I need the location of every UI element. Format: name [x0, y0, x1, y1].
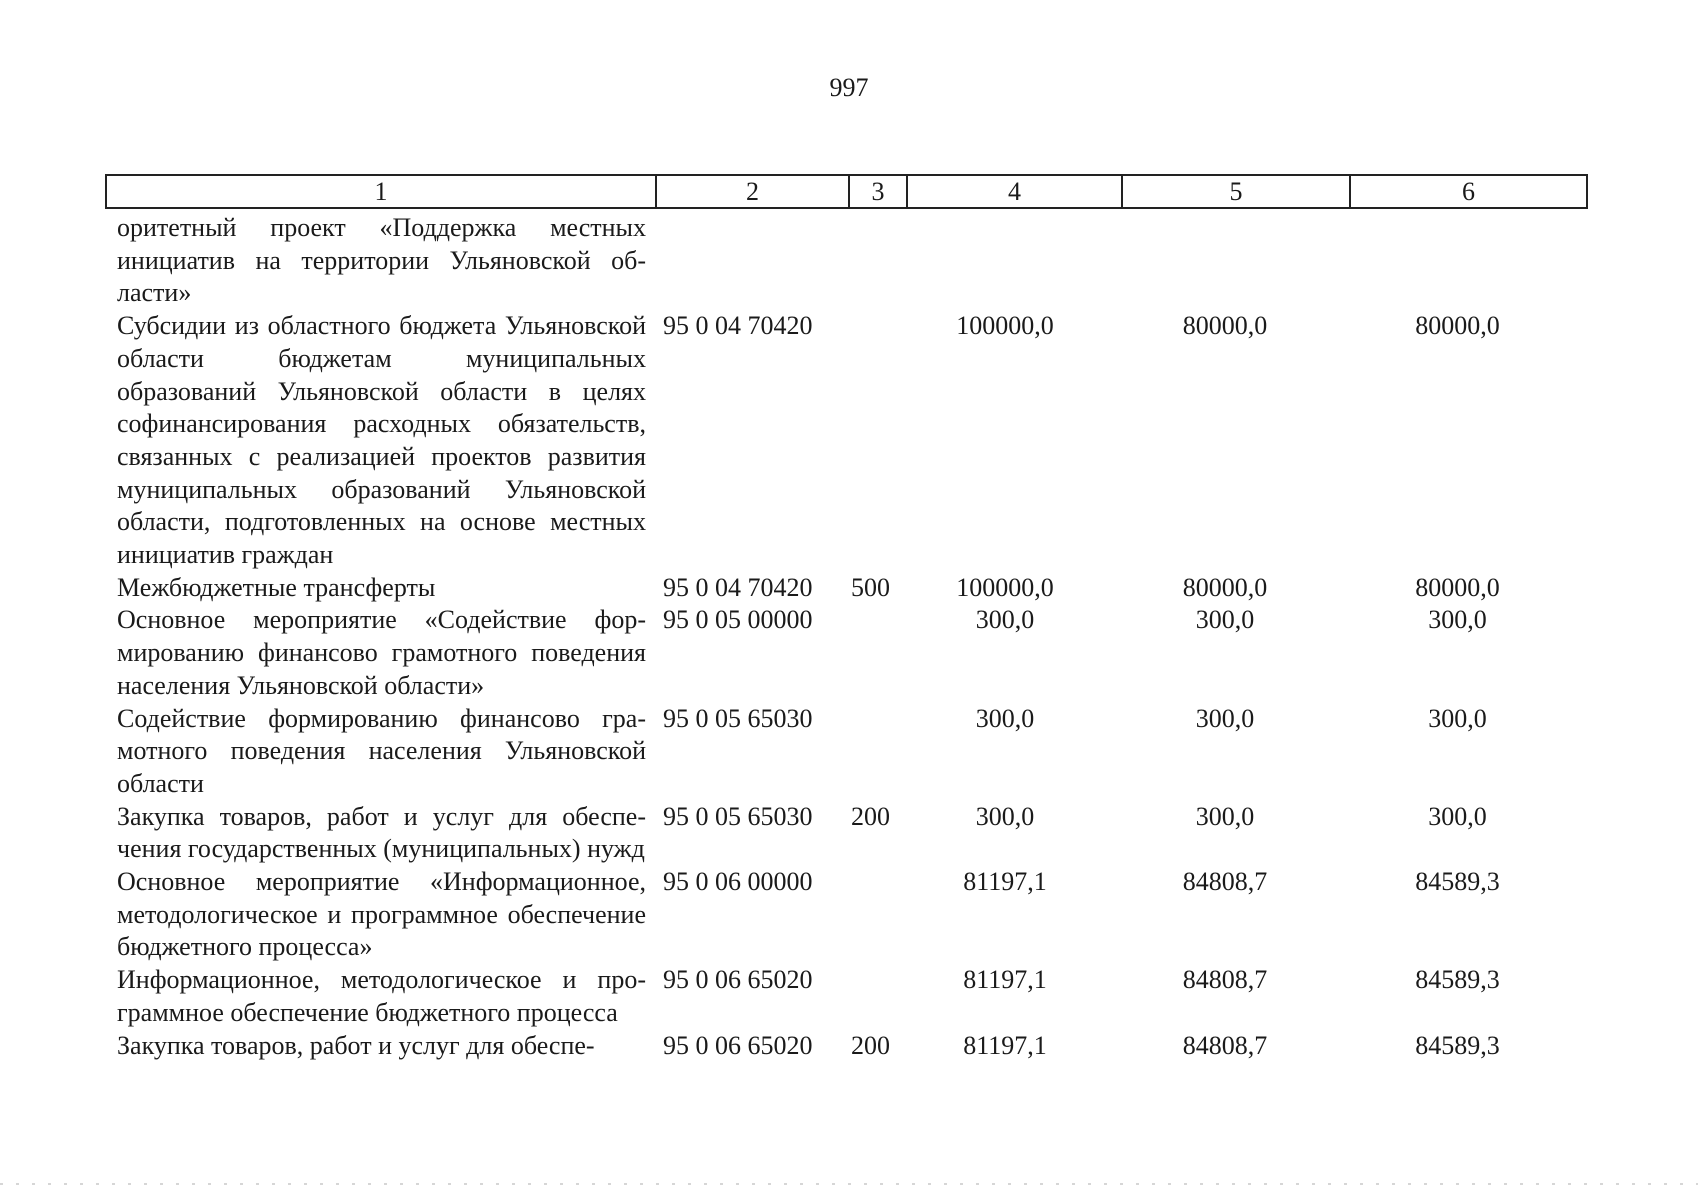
- row-value-5: 84808,7: [1182, 1030, 1268, 1060]
- row-type: 200: [851, 1030, 890, 1060]
- row-code: 95 0 04 70420: [663, 572, 813, 602]
- row-value-4: 300,0: [975, 703, 1035, 733]
- row-value-5: 80000,0: [1182, 572, 1268, 602]
- row-value-4: 81197,1: [963, 965, 1047, 995]
- header-col-1: 1: [106, 175, 656, 208]
- row-value-6: 80000,0: [1415, 311, 1500, 341]
- row-value-4: 81197,1: [963, 867, 1047, 897]
- row-value-4: 100000,0: [956, 572, 1054, 602]
- page-number: 997: [829, 73, 869, 102]
- row-value-6: 300,0: [1428, 703, 1487, 733]
- row-value-4: 81197,1: [963, 1030, 1047, 1060]
- row-value-5: 300,0: [1195, 703, 1255, 733]
- row-name: Межбюджетные трансферты: [117, 572, 436, 602]
- table-row: [105, 572, 1576, 605]
- table-body: [105, 212, 1576, 1062]
- header-col-3: 3: [849, 175, 907, 208]
- row-value-4: 300,0: [975, 605, 1035, 635]
- row-name: Информационное, методологическое и программное обеспечение бюджетного процесса: [117, 965, 646, 1027]
- row-value-6: 84589,3: [1415, 1030, 1500, 1060]
- table-row: [105, 604, 1576, 702]
- row-name: Закупка товаров, работ и услуг для обеспе-: [117, 1030, 595, 1060]
- header-col-4: 4: [907, 175, 1122, 208]
- table-row: [105, 964, 1576, 1029]
- row-type: 200: [851, 801, 890, 831]
- row-value-5: 300,0: [1195, 605, 1255, 635]
- row-value-5: 84808,7: [1182, 867, 1268, 897]
- row-value-6: 80000,0: [1415, 572, 1500, 602]
- table-row: [105, 310, 1576, 572]
- header-col-2: 2: [656, 175, 849, 208]
- row-value-6: 84589,3: [1415, 965, 1500, 995]
- table-header: [105, 174, 1588, 209]
- row-value-5: 84808,7: [1182, 965, 1268, 995]
- row-name: Субсидии из областного бюджета Ульяновской области бюджетам муниципальных образований Ульяновской области в целях софинансирования расходных обязательств, связанных с реализацией проектов развития муниципальных образований Ульяновской области, подготовленных на основе местных инициатив граждан: [117, 311, 646, 570]
- row-value-4: 100000,0: [956, 311, 1054, 341]
- table-row: [105, 1030, 1576, 1063]
- row-code: 95 0 06 00000: [663, 867, 813, 897]
- row-code: 95 0 05 00000: [663, 605, 813, 635]
- row-value-4: 300,0: [975, 801, 1035, 831]
- table-row: [105, 212, 1576, 310]
- row-value-5: 80000,0: [1182, 311, 1268, 341]
- row-code: 95 0 06 65020: [663, 1030, 813, 1060]
- row-value-6: 300,0: [1428, 801, 1487, 831]
- row-value-5: 300,0: [1195, 801, 1255, 831]
- row-value-6: 84589,3: [1415, 867, 1500, 897]
- row-code: 95 0 05 65030: [663, 703, 813, 733]
- row-value-6: 300,0: [1428, 605, 1487, 635]
- row-name: Основное мероприятие «Содействие формированию финансово грамотного поведения населения Ульяновской области»: [117, 605, 646, 700]
- row-code: 95 0 05 65030: [663, 801, 813, 831]
- table-row: [105, 801, 1576, 866]
- row-code: 95 0 04 70420: [663, 311, 813, 341]
- header-col-5: 5: [1122, 175, 1350, 208]
- table-row: [105, 703, 1576, 801]
- row-code: 95 0 06 65020: [663, 965, 813, 995]
- row-name: Содействие формированию финансово грамотного поведения населения Ульяновской области: [117, 703, 646, 798]
- header-row: [106, 175, 1587, 208]
- row-name: Основное мероприятие «Информационное, методологическое и программное обеспечение бюджетного процесса»: [117, 867, 646, 962]
- row-name: Закупка товаров, работ и услуг для обеспечения государственных (муниципальных) нужд: [117, 801, 646, 864]
- header-col-6: 6: [1350, 175, 1587, 208]
- row-type: 500: [851, 572, 890, 602]
- scan-artifact-divider: [0, 1183, 1698, 1185]
- table-row: [105, 866, 1576, 964]
- row-name: оритетный проект «Поддержка местных инициатив на территории Ульяновской области»: [117, 213, 646, 308]
